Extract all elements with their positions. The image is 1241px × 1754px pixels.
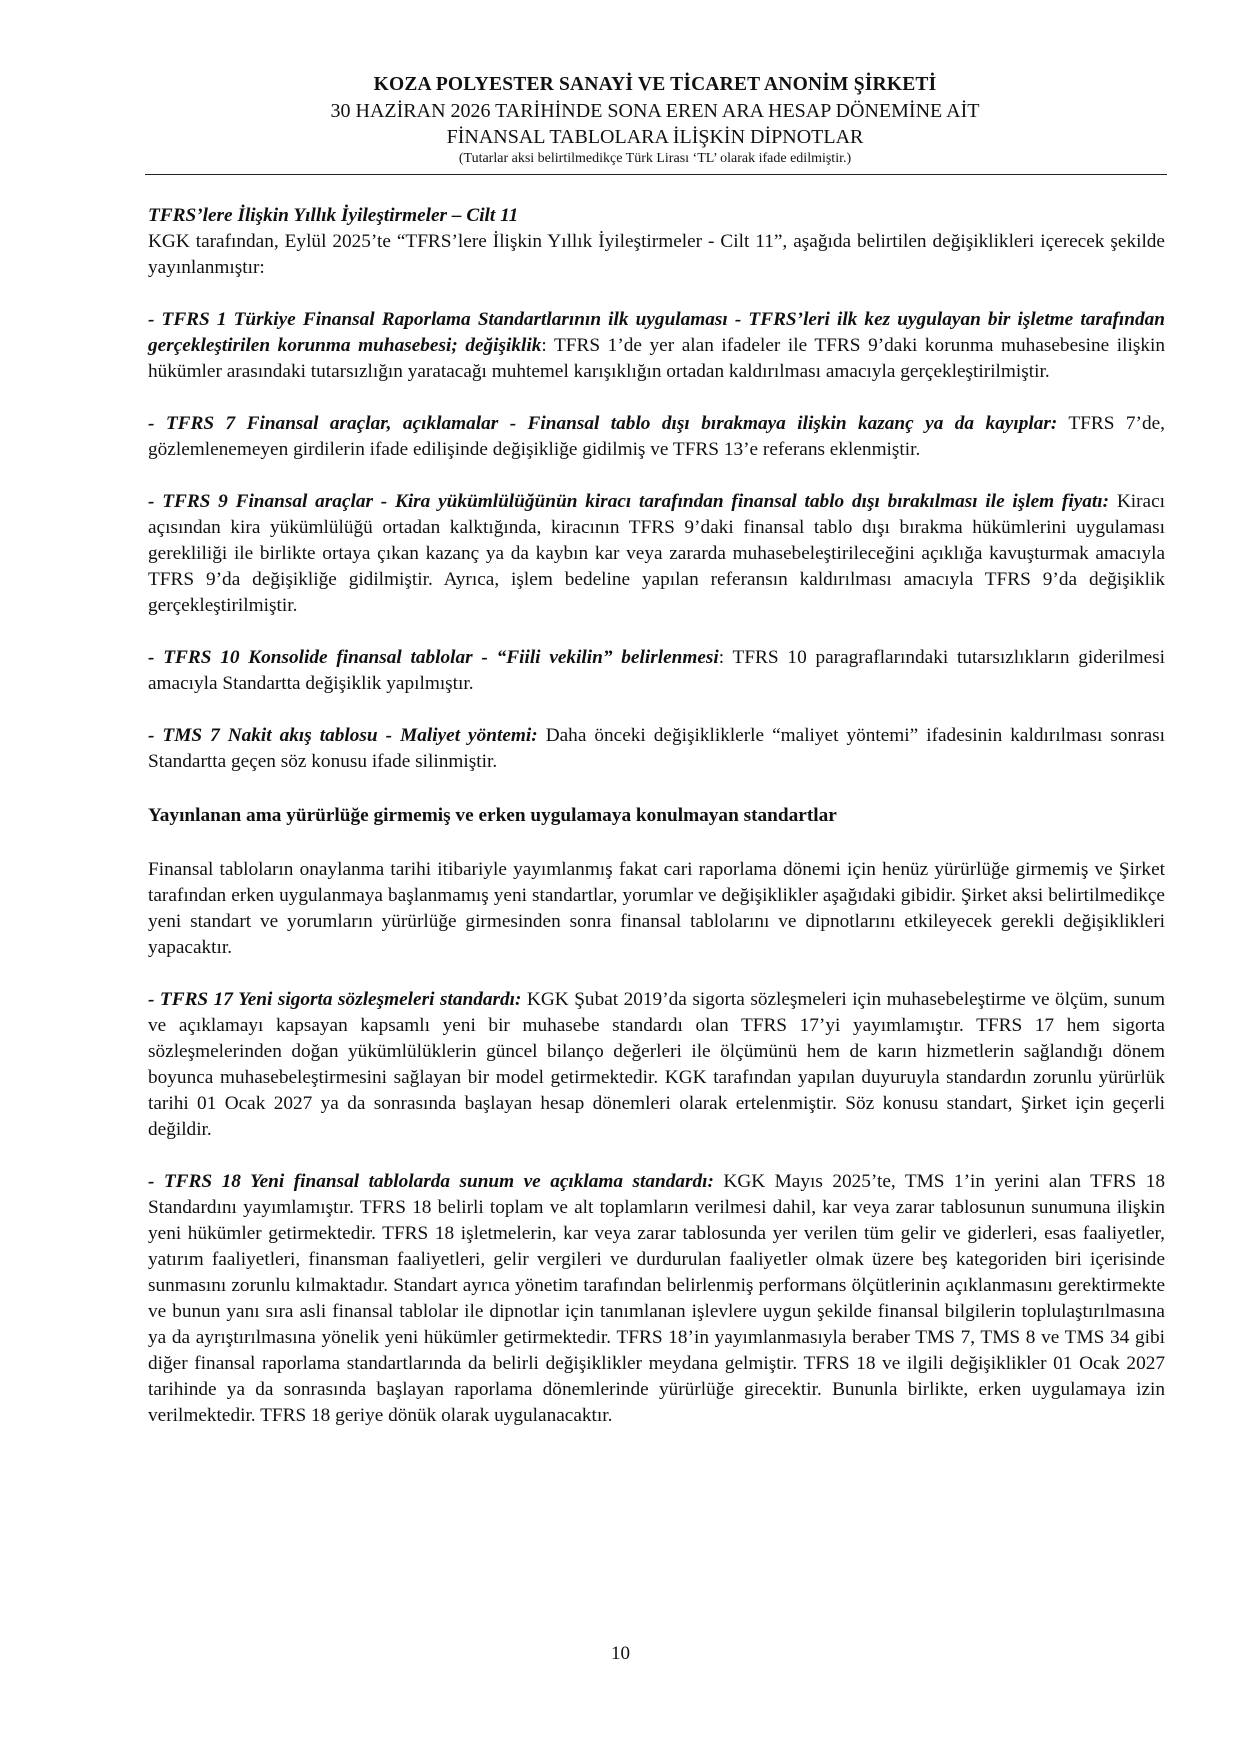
item-body: Kiracı açısından kira yükümlülüğü ortadan kalktığında, kiracının TFRS 9’daki finansal tablo dışı bırakma hükümlerini uygulaması gerekliliği ile birlikte ortaya çıkan kazanç ya da kaybın kar veya zararda muhasebeleştirileceğini açıklığa kavuşturmak amacıyla TFRS 9’da değişikliğe gidilmiştir. Ayrıca, işlem bedeline yapılan referansın kaldırılması amacıyla TFRS 9’da değişiklik gerçekleştirilmiştir. xyxy=(148,491,1165,616)
item-title: - TFRS 1 Türkiye Finansal Raporlama Standartlarının ilk uygulaması - TFRS’leri ilk kez uygulayan bir işletme tarafından gerçekleştirilen korunma muhasebesi; değişiklik xyxy=(148,309,1165,356)
item-title: - TFRS 10 Konsolide finansal tablolar - “Fiili vekilin” belirlenmesi xyxy=(148,647,719,668)
section-heading-upcoming-standards: Yayınlanan ama yürürlüğe girmemiş ve erken uygulamaya konulmayan standartlar xyxy=(148,805,837,826)
list-item xyxy=(148,411,1165,463)
item-title: - TFRS 9 Finansal araçlar - Kira yükümlülüğünün kiracı tarafından finansal tablo dışı bırakılması ile işlem fiyatı: xyxy=(148,491,1110,512)
report-title: FİNANSAL TABLOLARA İLİŞKİN DİPNOTLAR xyxy=(446,126,864,148)
list-item xyxy=(148,1169,1165,1429)
item-body: KGK Şubat 2019’da sigorta sözleşmeleri için muhasebeleştirme ve ölçüm, sunum ve açıklamayı kapsayan kapsamlı yeni bir muhasebe standardı olan TFRS 17’yi yayımlamıştır. TFRS 17 hem sigorta sözleşmelerinden doğan yükümlülüklerin güncel bilanço değerleri ile ölçümünü hem de karın hizmetlerin sağlandığı dönem boyunca muhasebeleştirmesini sağlayan bir model getirmektedir. KGK tarafından yapılan duyuruyla standardın zorunlu yürürlük tarihi 01 Ocak 2027 ya da sonrasında başlayan hesap dönemleri olarak ertelenmiştir. Söz konusu standart, Şirket için geçerli değildir. xyxy=(148,989,1165,1140)
page-number: 10 xyxy=(611,1643,630,1664)
list-item xyxy=(148,489,1165,619)
item-title: - TFRS 18 Yeni finansal tablolarda sunum ve açıklama standardı: xyxy=(148,1171,714,1192)
report-period: 30 HAZİRAN 2026 TARİHİNDE SONA EREN ARA HESAP DÖNEMİNE AİT xyxy=(330,100,980,122)
item-body: Daha önceki değişikliklerle “maliyet yöntemi” ifadesinin kaldırılması sonrası Standartta geçen söz konusu ifade silinmiştir. xyxy=(148,725,1165,772)
list-item xyxy=(148,723,1165,775)
list-item xyxy=(148,307,1165,385)
section-intro: Finansal tabloların onaylanma tarihi itibariyle yayımlanmış fakat cari raporlama dönemi için henüz yürürlüğe girmemiş ve Şirket tarafından erken uygulanmaya başlanmamış yeni standartlar, yorumlar ve değişiklikler aşağıdaki gibidir. Şirket aksi belirtilmedikçe yeni standart ve yorumların yürürlüğe girmesinden sonra finansal tablolarını ve dipnotlarını etkileyecek gerekli değişiklikleri yapacaktır. xyxy=(148,859,1165,958)
item-body: : TFRS 1’de yer alan ifadeler ile TFRS 9’daki korunma muhasebesine ilişkin hükümler arasındaki tutarsızlığın yaratacağı muhtemel karışıklığın ortadan kaldırılması amacıyla gerçekleştirilmiştir. xyxy=(148,335,1165,382)
company-name: KOZA POLYESTER SANAYİ VE TİCARET ANONİM ŞİRKETİ xyxy=(373,74,937,95)
item-body: : TFRS 10 paragraflarındaki tutarsızlıkların giderilmesi amacıyla Standartta değişiklik yapılmıştır. xyxy=(148,647,1165,694)
list-item xyxy=(148,987,1165,1143)
section-heading-annual-improvements: TFRS’lere İlişkin Yıllık İyileştirmeler – Cilt 11 xyxy=(148,205,519,226)
item-title: - TFRS 7 Finansal araçlar, açıklamalar - Finansal tablo dışı bırakmaya ilişkin kazanç ya da kayıplar: xyxy=(148,413,1058,434)
item-body: KGK Mayıs 2025’te, TMS 1’in yerini alan TFRS 18 Standardını yayımlamıştır. TFRS 18 belirli toplam ve alt toplamların verilmesi dahil, kar veya zarar tablosunun sunumuna ilişkin yeni hükümler getirmektedir. TFRS 18 işletmelerin, kar veya zarar tablosunda yer verilen tüm gelir ve giderleri, esas faaliyetler, yatırım faaliyetleri, finansman faaliyetleri, gelir vergileri ve durdurulan faaliyetler olmak üzere beş kategoriden biri içerisinde sunmasını zorunlu kılmaktadır. Standart ayrıca yönetim tarafından belirlenmiş performans ölçütlerinin açıklanmasını gerektirmekte ve bunun yanı sıra asli finansal tablolar ile dipnotlar için tanımlanan işlevlere uygun şekilde finansal bilgilerin toplulaştırılmasına ya da ayrıştırılmasına yönelik yeni hükümler getirmektedir. TFRS 18’in yayımlanmasıyla beraber TMS 7, TMS 8 ve TMS 34 gibi diğer finansal raporlama standartlarında da belirli değişiklikler meydana gelmiştir. TFRS 18 ve ilgili değişiklikler 01 Ocak 2027 tarihinde ya da sonrasında başlayan raporlama dönemlerinde yürürlüğe girecektir. Bununla birlikte, erken uygulamaya izin verilmektedir. TFRS 18 geriye dönük olarak uygulanacaktır. xyxy=(148,1171,1165,1426)
section-intro: KGK tarafından, Eylül 2025’te “TFRS’lere İlişkin Yıllık İyileştirmeler - Cilt 11”, aşağıda belirtilen değişiklikleri içerecek şekilde yayınlanmıştır: xyxy=(148,231,1165,278)
page-header xyxy=(145,72,1165,168)
item-body: TFRS 7’de, gözlemlenemeyen girdilerin ifade edilişinde değişikliğe gidilmiş ve TFRS 13’e referans eklenmiştir. xyxy=(148,413,1165,460)
list-item xyxy=(148,645,1165,697)
item-title: - TMS 7 Nakit akış tablosu - Maliyet yöntemi: xyxy=(148,725,538,746)
document-body xyxy=(148,203,1165,1429)
currency-note: (Tutarlar aksi belirtilmedikçe Türk Lirası ‘TL’ olarak ifade edilmiştir.) xyxy=(458,151,852,166)
item-title: - TFRS 17 Yeni sigorta sözleşmeleri standardı: xyxy=(148,989,522,1010)
header-divider xyxy=(145,174,1167,175)
